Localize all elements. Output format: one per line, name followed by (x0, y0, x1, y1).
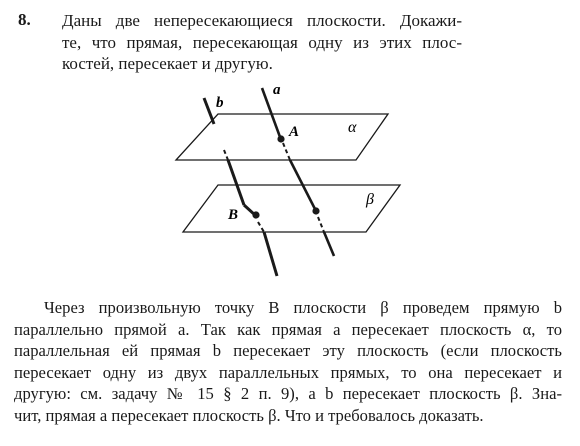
solution-text (14, 297, 562, 427)
solution-line: пересекает одну из двух параллельных прямых, то она пересекает и (14, 362, 562, 382)
solution-line: параллельно прямой a. Так как прямая a пересекает плоскость α, то (14, 319, 562, 339)
problem-line: те, что прямая, пересекающая одну из этих плос- (62, 32, 462, 52)
label-a: a (273, 82, 281, 98)
line-b (204, 98, 277, 276)
problem-line: костей, пересекает и другую. (62, 54, 273, 73)
point-a-beta (312, 207, 319, 214)
solution-line: другую: см. задачу № 15 § 2 п. 9), а b пересекает плоскость β. Зна- (14, 384, 562, 404)
solution-line: чит, прямая a пересекает плоскость β. Что и требовалось доказать. (14, 405, 484, 425)
label-beta: β (366, 191, 374, 208)
label-alpha: α (348, 119, 357, 136)
problem-number: 8. (18, 10, 31, 29)
problem-line: Даны две непересекающиеся плоскости. Докажи- (62, 11, 462, 30)
point-a (277, 135, 284, 142)
label-point-b: B (228, 207, 239, 223)
solution-line: параллельная ей прямая b пересекает эту плоскость (если плоскость (14, 341, 562, 361)
point-b (252, 211, 259, 218)
solution-line: Через произвольную точку B плоскости β проведем прямую b (44, 298, 562, 317)
label-b: b (216, 95, 224, 111)
line-a (262, 88, 334, 256)
label-point-a: A (289, 124, 300, 140)
